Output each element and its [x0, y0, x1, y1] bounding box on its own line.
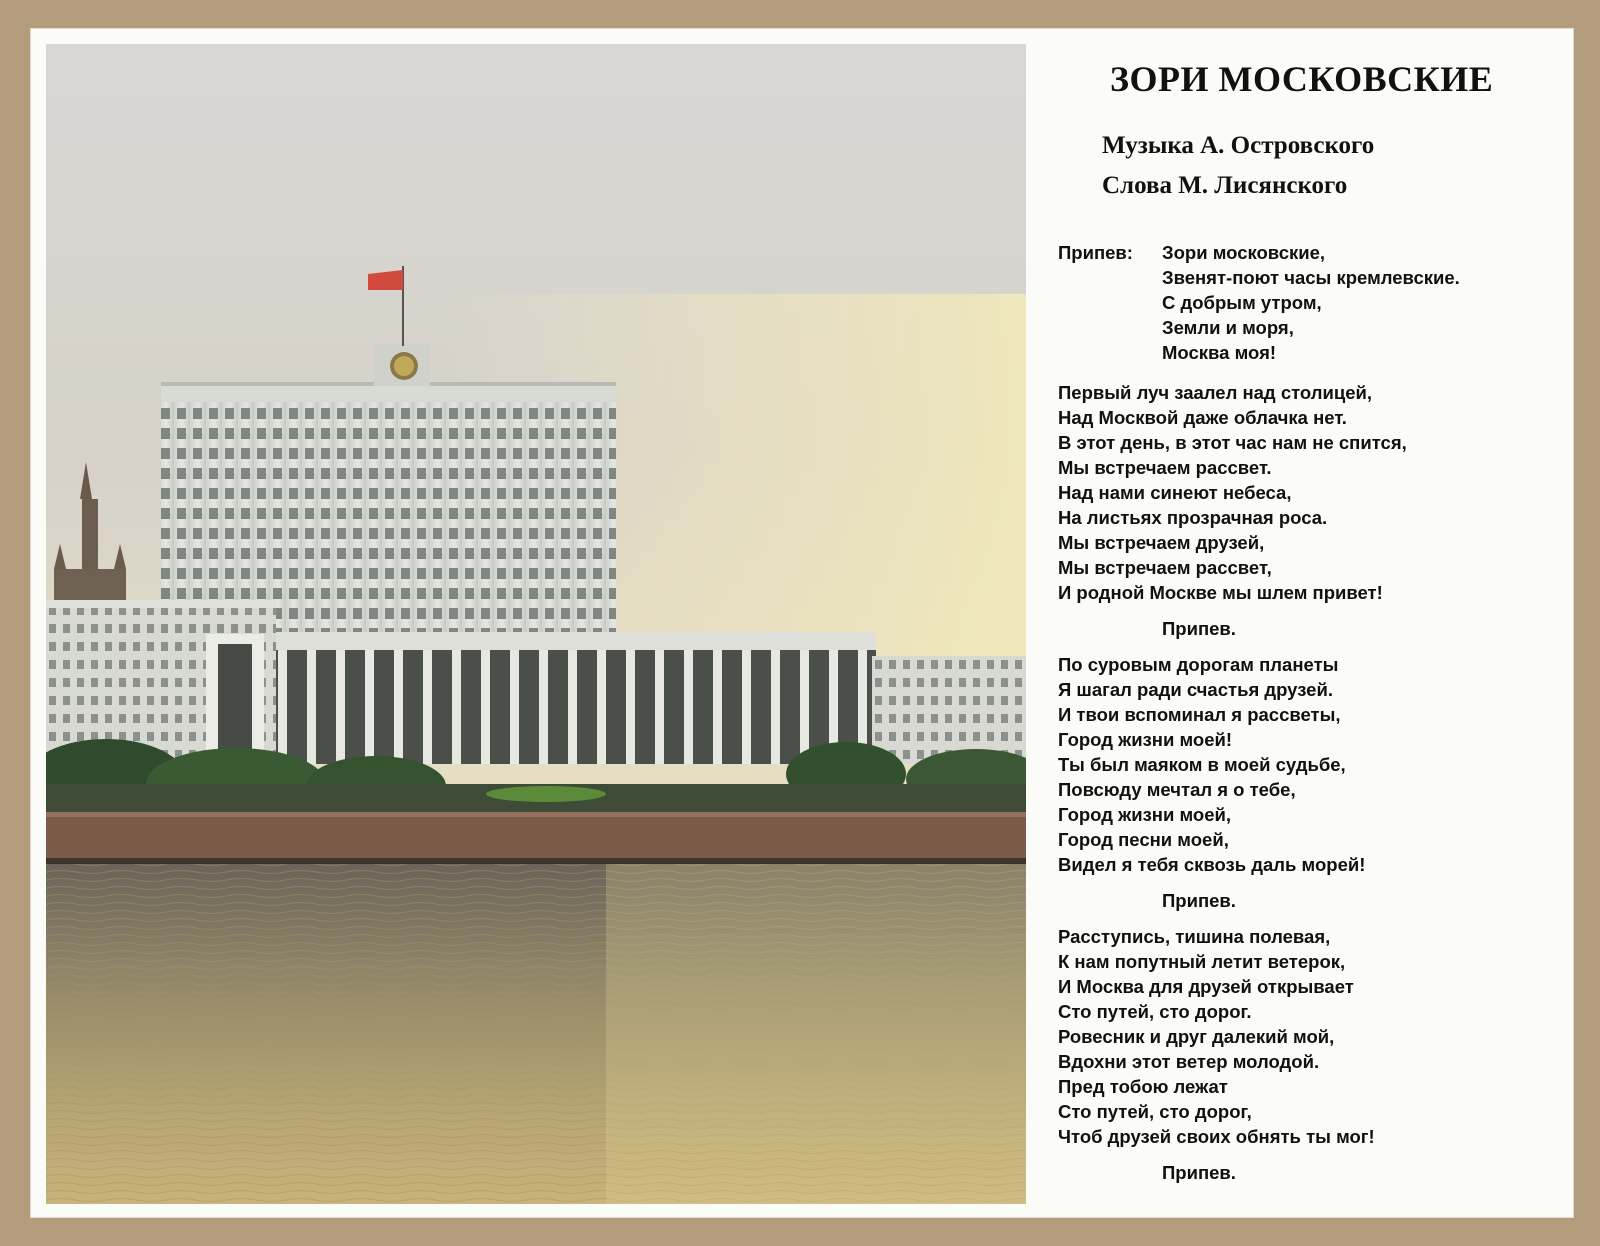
- verse-line: И твои вспоминал я рассветы,: [1058, 704, 1341, 725]
- photo-illustration: [46, 44, 1026, 1204]
- song-credits: [1102, 126, 1374, 206]
- verse-line: Ровесник и друг далекий мой,: [1058, 1026, 1335, 1047]
- verse-line: Мы встречаем рассвет,: [1058, 557, 1272, 578]
- chorus-line: С добрым утром,: [1162, 292, 1322, 313]
- verse-line: Чтоб друзей своих обнять ты мог!: [1058, 1126, 1375, 1147]
- lyrics-credit: Слова М. Лисянского: [1102, 172, 1348, 199]
- verse-line: Видел я тебя сквозь даль морей!: [1058, 854, 1366, 875]
- chorus-label: Припев:: [1058, 242, 1133, 263]
- chorus: [1058, 240, 1568, 365]
- verse-line: Сто путей, сто дорог,: [1058, 1101, 1252, 1122]
- verse-line: В этот день, в этот час нам не спится,: [1058, 432, 1407, 453]
- verse-line: Пред тобою лежат: [1058, 1076, 1228, 1097]
- verse-line: Сто путей, сто дорог.: [1058, 1001, 1252, 1022]
- verse-line: И Москва для друзей открывает: [1058, 976, 1354, 997]
- verse-line: Мы встречаем рассвет.: [1058, 457, 1272, 478]
- chorus-line: Москва моя!: [1162, 342, 1277, 363]
- verse-line: На листьях прозрачная роса.: [1058, 507, 1328, 528]
- verse-line: Первый луч заалел над столицей,: [1058, 382, 1373, 403]
- verse-line: Расступись, тишина полевая,: [1058, 926, 1331, 947]
- chorus-line: Зори московские,: [1162, 242, 1326, 263]
- chorus-line: Звенят-поют часы кремлевские.: [1162, 267, 1460, 288]
- song-text: [1040, 44, 1570, 1204]
- verse-line: Я шагал ради счастья друзей.: [1058, 679, 1333, 700]
- verse-line: По суровым дорогам планеты: [1058, 654, 1339, 675]
- refrain-marker: Припев.: [1162, 618, 1236, 639]
- song-title: ЗОРИ МОСКОВСКИЕ: [1110, 59, 1494, 99]
- embankment: [46, 812, 1026, 860]
- chorus-line: Земли и моря,: [1162, 317, 1294, 338]
- verse-1: [1058, 380, 1568, 605]
- verse-line: К нам попутный летит ветерок,: [1058, 951, 1346, 972]
- verse-line: Вдохни этот ветер молодой.: [1058, 1051, 1320, 1072]
- verse-line: Над Москвой даже облачка нет.: [1058, 407, 1347, 428]
- refrain-marker: Припев.: [1162, 1162, 1236, 1183]
- refrain-marker: Припев.: [1162, 890, 1236, 911]
- verse-line: Повсюду мечтал я о тебе,: [1058, 779, 1296, 800]
- verse-line: Ты был маяком в моей судьбе,: [1058, 754, 1346, 775]
- lyrics: [1058, 240, 1568, 1185]
- verse-line: И родной Москве мы шлем привет!: [1058, 582, 1383, 603]
- verse-line: Над нами синеют небеса,: [1058, 482, 1292, 503]
- verse-line: Город жизни моей!: [1058, 729, 1233, 750]
- verse-3: [1058, 924, 1568, 1149]
- music-credit: Музыка А. Островского: [1102, 132, 1375, 159]
- verse-line: Мы встречаем друзей,: [1058, 532, 1265, 553]
- photo-moscow-white-house: [46, 44, 1026, 1204]
- verse-2: [1058, 652, 1568, 877]
- verse-line: Город песни моей,: [1058, 829, 1229, 850]
- verse-line: Город жизни моей,: [1058, 804, 1232, 825]
